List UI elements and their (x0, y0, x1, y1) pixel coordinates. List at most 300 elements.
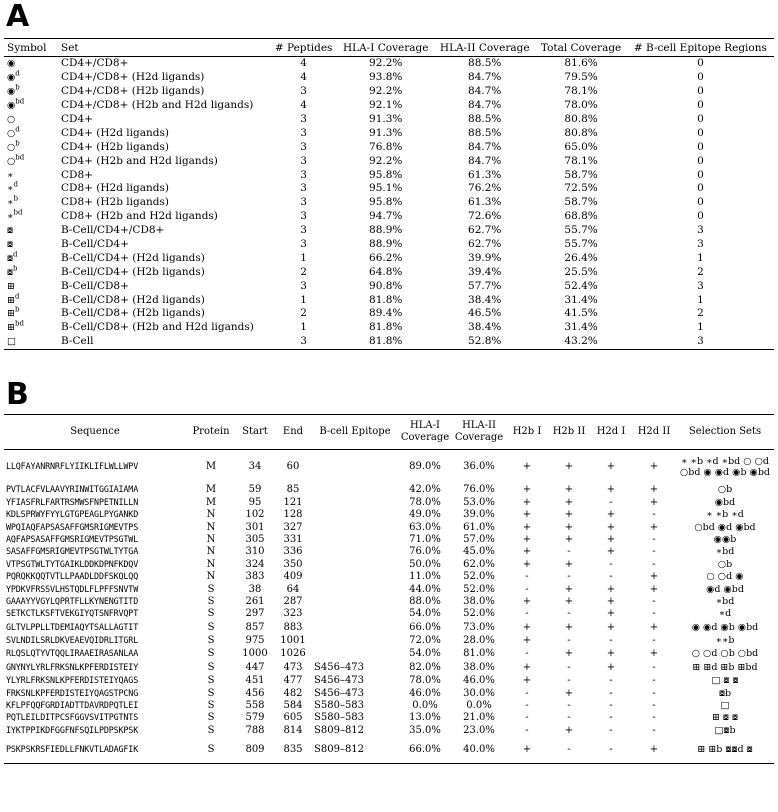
bcell-regions: 0 (697, 196, 704, 209)
bcell-epitope (312, 534, 398, 546)
protein: S (207, 712, 215, 724)
h2d-class1: + (606, 647, 616, 659)
panel-b-row (4, 546, 774, 558)
col-h2b-2: H2b II (548, 415, 590, 450)
peptide-count: 3 (300, 154, 307, 167)
hla1-coverage: 49.0% (409, 509, 441, 521)
set-symbol-icon: ⊞ (7, 280, 15, 292)
h2d-class2: - (652, 724, 656, 736)
selection-sets: ⊞ ⊞b ⧇⧇d ⧇ (676, 737, 774, 764)
hla2-coverage: 40.0% (452, 737, 506, 764)
set-symbol-icon: ⊞ (7, 308, 15, 320)
panel-a-row (4, 99, 774, 113)
hla1-coverage: 91.3% (369, 113, 403, 125)
protein: S (207, 675, 215, 687)
set-symbol-icon: ○ (7, 114, 16, 125)
hla2-coverage: 28.0% (463, 634, 495, 646)
panel-b-table (4, 414, 774, 764)
bcell-regions: 3 (697, 279, 704, 292)
protein: S (207, 634, 215, 646)
bcell-regions: 0 (697, 168, 704, 181)
bcell-epitope: S580–583 (314, 712, 365, 724)
panel-b-row (4, 583, 774, 595)
hla1-coverage: 46.0% (409, 687, 441, 699)
h2b-class2: + (564, 621, 574, 633)
h2b-class2: - (567, 699, 571, 711)
start-pos: 301 (245, 521, 265, 533)
bcell-epitope (312, 496, 398, 508)
end-pos: 814 (283, 724, 303, 736)
set-symbol-icon: ∗ (7, 183, 14, 195)
set-symbol-icon: ∗ (7, 197, 14, 209)
total-coverage: 31.4% (564, 321, 598, 334)
peptide-sequence: YLYRLFRKSNLKPFERDISTEIYQAGS (6, 675, 139, 686)
h2b-class1: + (522, 621, 532, 633)
hla1-coverage: 44.0% (409, 583, 441, 595)
selection-sets: ◉bd (714, 496, 736, 508)
hla1-coverage: 13.0% (409, 712, 441, 724)
peptide-count: 3 (300, 140, 307, 153)
h2b-class1: + (522, 634, 532, 646)
total-coverage: 41.5% (564, 307, 598, 320)
hla2-coverage: 39.0% (463, 509, 495, 521)
bcell-epitope (312, 647, 398, 661)
symbol-superscript: d (13, 180, 18, 189)
set-symbol-icon: ∗ (7, 169, 14, 181)
symbol-superscript: d (13, 250, 18, 259)
total-coverage: 65.0% (564, 140, 598, 153)
h2d-class2: + (649, 647, 659, 659)
col-hla2-coverage: HLA-II Coverage (452, 415, 506, 450)
set-name: B-Cell/CD8+ (H2b ligands) (61, 307, 205, 320)
peptide-sequence: WPQIAQFAPSASAFFGMSRIGMEVTPS (6, 521, 139, 532)
bcell-epitope (312, 558, 398, 570)
panel-b-row (4, 450, 774, 485)
peptide-count: 4 (300, 57, 307, 70)
bcell-epitope: S580–583 (314, 699, 365, 711)
set-symbol-icon: □ (7, 336, 16, 348)
panel-a-row (4, 182, 774, 196)
peptide-count: 3 (300, 196, 307, 209)
peptide-count: 3 (300, 182, 307, 195)
peptide-count: 4 (300, 99, 307, 112)
bcell-regions: 0 (697, 99, 704, 112)
hla2-coverage: 88.5% (468, 57, 502, 70)
set-name: B-Cell/CD8+ (H2d ligands) (61, 293, 205, 306)
col-start: Start (236, 415, 274, 450)
total-coverage: 25.5% (564, 265, 598, 278)
h2b-class1: + (522, 496, 532, 508)
hla1-coverage: 66.0% (409, 621, 441, 633)
peptide-sequence: GNYNYLYRLFRKSNLKPFERDISTEIY (6, 661, 139, 672)
hla2-coverage: 57.7% (468, 279, 502, 292)
bcell-regions: 0 (697, 182, 704, 195)
bcell-regions: 1 (697, 251, 704, 264)
h2d-class2: - (652, 608, 656, 620)
symbol-superscript: d (14, 292, 20, 301)
selection-sets: ⊞ ⊞d ⊞b ⊞bd (692, 661, 758, 673)
set-symbol-icon: ⧇ (7, 252, 14, 264)
hla2-coverage: 39.4% (468, 265, 502, 278)
col-bcell-epitope: B-cell Epitope (312, 415, 398, 450)
bcell-epitope: S809–812 (312, 737, 398, 764)
panel-a-row (4, 210, 774, 224)
h2d-class2: - (652, 534, 656, 545)
bcell-epitope (312, 634, 398, 646)
h2d-class2: - (652, 546, 656, 558)
h2d-class1: + (606, 595, 616, 607)
h2b-class1: - (525, 583, 529, 595)
hla2-coverage: 23.0% (463, 724, 495, 736)
hla2-coverage: 46.5% (468, 307, 502, 320)
panel-b-row (4, 571, 774, 583)
selection-sets: ○bd ◉d ◉bd (694, 521, 756, 533)
peptide-count: 3 (300, 85, 307, 98)
h2b-class1: + (522, 595, 532, 607)
hla2-coverage: 81.0% (463, 647, 495, 659)
hla1-coverage: 81.8% (369, 293, 403, 306)
protein: S (207, 687, 215, 699)
set-symbol-icon: ⧇ (7, 239, 14, 251)
hla2-coverage: 57.0% (463, 534, 495, 545)
peptide-count: 1 (300, 251, 307, 264)
total-coverage: 55.7% (564, 224, 598, 237)
h2d-class2: + (649, 496, 659, 508)
peptide-count: 3 (300, 210, 307, 223)
peptide-count: 3 (300, 224, 307, 237)
selection-sets: ○b (717, 484, 733, 496)
col-h2d-1: H2d I (590, 415, 632, 450)
h2d-class2: + (649, 484, 659, 496)
protein: N (206, 521, 216, 533)
panel-a-row (4, 293, 774, 307)
hla2-coverage: 38.0% (463, 661, 495, 673)
symbol-superscript: b (14, 305, 20, 314)
bcell-regions: 3 (627, 335, 774, 349)
h2d-class1: - (609, 571, 613, 583)
symbol-superscript: b (13, 194, 18, 203)
peptide-count: 1 (300, 293, 307, 306)
set-name: CD4+ (H2d ligands) (61, 126, 169, 139)
end-pos: 605 (283, 712, 303, 724)
end-pos: 350 (283, 558, 303, 570)
hla1-coverage: 92.2% (369, 85, 403, 98)
total-coverage: 80.8% (564, 113, 598, 125)
hla2-coverage: 73.0% (463, 621, 495, 633)
h2d-class2: - (652, 687, 656, 699)
hla2-coverage: 72.6% (468, 210, 502, 223)
hla2-coverage: 36.0% (463, 461, 495, 473)
h2b-class2: - (567, 661, 571, 673)
panel-a-row (4, 321, 774, 335)
peptide-sequence: SASAFFGMSRIGMEVTPSGTWLTYTGA (6, 546, 139, 557)
bcell-epitope: S456–473 (314, 661, 365, 673)
bcell-regions: 0 (697, 140, 704, 153)
protein: M (205, 496, 217, 508)
set-symbol-icon: ⊞ (7, 294, 15, 306)
panel-a-row (4, 335, 774, 349)
end-pos: 336 (283, 546, 303, 558)
h2b-class2: + (564, 509, 574, 521)
end-pos: 60 (286, 461, 300, 473)
h2b-class2: - (567, 571, 571, 583)
hla2-coverage: 84.7% (468, 99, 502, 112)
bcell-regions: 0 (697, 57, 704, 70)
hla2-coverage: 52.0% (463, 583, 495, 595)
total-coverage: 78.1% (564, 154, 598, 167)
h2d-class1: - (609, 675, 613, 687)
bcell-epitope (312, 484, 398, 496)
set-name: B-Cell/CD8+ (H2b and H2d ligands) (61, 321, 254, 334)
h2b-class1: + (522, 546, 532, 558)
hla1-coverage: 89.0% (409, 461, 441, 473)
panel-a-row (4, 251, 774, 265)
panel-b-row (4, 509, 774, 521)
set-name: CD8+ (H2b ligands) (61, 196, 169, 209)
bcell-epitope (312, 608, 398, 620)
start-pos: 579 (245, 712, 265, 724)
h2b-class1: - (525, 687, 529, 699)
set-symbol-icon: ◉ (7, 86, 16, 98)
start-pos: 297 (245, 608, 265, 620)
h2b-class1: + (522, 509, 532, 521)
panel-b-row (4, 675, 774, 687)
peptide-sequence: FRKSNLKPFERDISTEIYQAGSTPCNG (6, 687, 139, 698)
protein: M (205, 461, 217, 473)
h2d-class2: - (652, 509, 656, 521)
col-hla1: HLA-I Coverage (337, 39, 434, 57)
h2b-class2: + (564, 521, 574, 533)
selection-sets: ∗∗b (715, 634, 735, 646)
panel-b-row (4, 661, 774, 675)
hla1-coverage: 92.2% (369, 154, 403, 167)
col-protein: Protein (186, 415, 236, 450)
hla1-coverage: 90.8% (369, 279, 403, 292)
bcell-regions: 0 (697, 71, 704, 84)
panel-a-label: A (6, 0, 30, 34)
peptide-count: 3 (270, 335, 337, 349)
hla2-coverage: 61.0% (463, 521, 495, 533)
total-coverage: 52.4% (564, 279, 598, 292)
symbol-superscript: b (15, 83, 20, 92)
h2b-class1: + (506, 737, 548, 764)
h2d-class1: + (606, 546, 616, 558)
set-symbol-icon: ∗ (7, 211, 14, 223)
symbol-superscript: b (13, 264, 18, 273)
selection-sets: □ (720, 699, 730, 711)
symbol-superscript: d (15, 69, 20, 78)
h2b-class2: - (567, 634, 571, 646)
hla2-coverage: 84.7% (468, 154, 502, 167)
panel-b-row (4, 534, 774, 546)
total-coverage: 81.6% (564, 57, 598, 70)
h2d-class1: + (606, 484, 616, 496)
set-name: CD4+/CD8+ (H2d ligands) (61, 71, 205, 84)
set-name: B-Cell (58, 335, 270, 349)
protein: N (206, 558, 216, 570)
h2b-class1: - (525, 647, 529, 659)
h2b-class1: + (522, 558, 532, 570)
panel-a-row (4, 57, 774, 71)
panel-a-row (4, 126, 774, 140)
peptide-sequence: PVTLACFVLAAVYRINWITGGIAIAMA (6, 484, 139, 495)
protein: S (207, 724, 215, 736)
end-pos: 331 (283, 534, 303, 545)
bcell-epitope (312, 620, 398, 634)
hla2-coverage: 52.0% (463, 608, 495, 620)
h2d-class1: - (609, 634, 613, 646)
symbol-superscript: bd (15, 97, 25, 106)
selection-sets: ∗bd (715, 546, 735, 558)
total-coverage: 26.4% (564, 251, 598, 264)
set-name: CD4+ (H2b and H2d ligands) (61, 154, 218, 167)
hla1-coverage: 92.1% (369, 99, 403, 112)
panel-a-row (4, 238, 774, 252)
bcell-regions: 2 (697, 307, 704, 320)
hla1-coverage: 66.2% (369, 251, 403, 264)
hla1-coverage: 82.0% (409, 661, 441, 673)
hla1-coverage: 72.0% (409, 634, 441, 646)
set-name: CD4+/CD8+ (61, 57, 129, 70)
end-pos: 128 (283, 509, 303, 521)
bcell-epitope (312, 546, 398, 558)
end-pos: 323 (283, 608, 303, 620)
h2b-class1: - (525, 712, 529, 724)
panel-b-row (4, 496, 774, 508)
panel-a-row (4, 279, 774, 293)
col-end: End (274, 415, 312, 450)
peptide-count: 3 (300, 113, 307, 125)
hla1-coverage: 64.8% (369, 265, 403, 278)
end-pos: 327 (283, 521, 303, 533)
hla1-coverage: 93.8% (369, 71, 403, 84)
hla2-coverage: 38.0% (463, 595, 495, 607)
h2d-class2: - (652, 699, 656, 711)
hla1-coverage: 92.2% (369, 57, 403, 70)
start-pos: 788 (245, 724, 265, 736)
hla2-coverage: 88.5% (468, 113, 502, 125)
hla1-coverage: 81.8% (337, 335, 434, 349)
start-pos: 383 (245, 571, 265, 583)
hla1-coverage: 95.1% (369, 182, 403, 195)
symbol-superscript: bd (13, 208, 23, 217)
hla1-coverage: 54.0% (409, 647, 441, 659)
panel-a-row (4, 168, 774, 182)
selection-sets: ∗bd (715, 595, 735, 607)
h2b-class2: + (564, 496, 574, 508)
hla1-coverage: 91.3% (369, 126, 403, 139)
start-pos: 95 (248, 496, 262, 508)
panel-a-row (4, 154, 774, 168)
selection-sets: ⧇b (718, 687, 732, 699)
end-pos: 64 (286, 583, 300, 595)
set-symbol-icon: ⧇ (7, 266, 14, 278)
h2d-class2: - (652, 675, 656, 687)
bcell-epitope (312, 521, 398, 533)
hla1-coverage: 71.0% (409, 534, 441, 545)
end-pos: 85 (286, 484, 300, 496)
h2d-class2: + (649, 461, 659, 473)
h2b-class1: - (525, 571, 529, 583)
peptide-sequence: RLQSLQTYVTQQLIRAAEIRASANLAA (6, 647, 139, 658)
start-pos: 558 (245, 699, 265, 711)
h2d-class1: - (609, 712, 613, 724)
h2d-class2: - (652, 558, 656, 570)
end-pos: 1001 (280, 634, 306, 646)
hla1-coverage: 50.0% (409, 558, 441, 570)
selection-sets: □ ⧇ ⧇ (711, 675, 739, 687)
peptide-sequence: SETKCTLKSFTVEKGIYQTSNFRVQPT (6, 608, 139, 619)
bcell-regions: 0 (697, 113, 704, 125)
total-coverage: 58.7% (564, 168, 598, 181)
hla2-coverage: 21.0% (463, 712, 495, 724)
panel-b-row (4, 634, 774, 646)
set-name: CD4+/CD8+ (H2b and H2d ligands) (61, 99, 254, 112)
peptide-count: 3 (300, 168, 307, 181)
set-symbol-icon: ⧇ (7, 225, 14, 237)
panel-b-row (4, 737, 774, 764)
hla1-coverage: 78.0% (409, 675, 441, 687)
end-pos: 482 (283, 687, 303, 699)
bcell-epitope (312, 571, 398, 583)
total-coverage: 78.0% (564, 99, 598, 112)
h2b-class1: + (522, 661, 532, 673)
panel-b-row (4, 558, 774, 570)
panel-a-table (4, 38, 774, 350)
protein: S (207, 595, 215, 607)
hla1-coverage: 94.7% (369, 210, 403, 223)
panel-b-row (4, 724, 774, 736)
start-pos: 59 (248, 484, 262, 496)
h2d-class1: + (606, 608, 616, 620)
hla1-coverage: 95.8% (369, 168, 403, 181)
start-pos: 310 (245, 546, 265, 558)
start-pos: 975 (245, 634, 265, 646)
hla2-coverage: 76.0% (463, 484, 495, 496)
col-hla2: HLA-II Coverage (434, 39, 535, 57)
h2d-class1: - (609, 687, 613, 699)
protein: N (206, 571, 216, 583)
hla1-coverage: 42.0% (409, 484, 441, 496)
h2b-class2: + (564, 461, 574, 473)
h2d-class1: - (590, 737, 632, 764)
start-pos: 34 (248, 461, 262, 473)
protein: N (206, 534, 216, 545)
selection-sets: ∗ ∗b ∗d (706, 509, 744, 521)
hla2-coverage: 62.7% (468, 238, 502, 251)
hla2-coverage: 61.3% (468, 168, 502, 181)
symbol-superscript: bd (15, 153, 25, 162)
h2d-class1: + (606, 509, 616, 521)
hla1-coverage: 89.4% (369, 307, 403, 320)
hla1-coverage: 81.8% (369, 321, 403, 334)
selection-sets: ∗ ∗b ∗d ∗bd ○ ○d ○bd ◉ ◉d ◉b ◉bd (679, 455, 770, 478)
h2b-class2: - (567, 675, 571, 687)
h2b-class1: + (522, 675, 532, 687)
bcell-regions: 3 (697, 224, 704, 237)
hla1-coverage: 54.0% (409, 608, 441, 620)
start-pos: 447 (245, 661, 265, 673)
hla2-coverage: 39.9% (468, 251, 502, 264)
h2b-class2: - (567, 712, 571, 724)
selection-sets: ○ ○d ◉ (706, 571, 744, 583)
hla2-coverage: 84.7% (468, 140, 502, 153)
set-symbol-icon: ○ (7, 127, 16, 139)
set-name: B-Cell/CD4+/CD8+ (61, 224, 165, 237)
panel-b-header-row (4, 415, 774, 450)
col-total: Total Coverage (535, 39, 626, 57)
bcell-regions: 0 (697, 85, 704, 98)
